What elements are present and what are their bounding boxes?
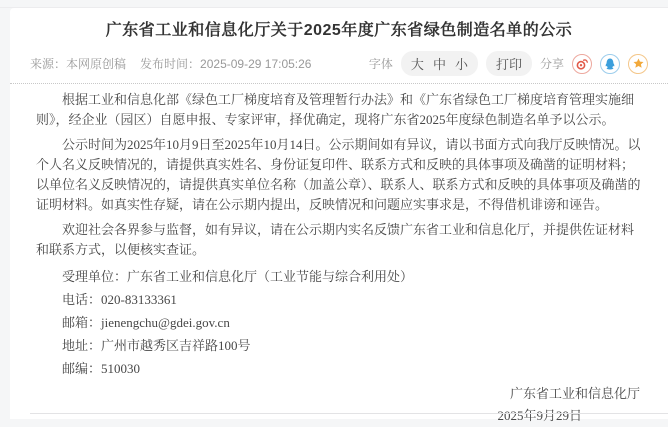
paragraph-basis: 根据工业和信息化部《绿色工厂梯度培育及管理暂行办法》和《广东省绿色工厂梯度培育管理实施细则》，经企业（园区）自愿申报、专家评审，择优确定，现将广东省2025年度绿色制造名单予以公示。: [36, 92, 635, 127]
signature-department: 广东省工业和信息化厅: [509, 386, 640, 401]
signature-block: [36, 383, 642, 427]
article-body: [10, 84, 668, 427]
bottom-divider: [30, 413, 668, 414]
font-size-control: [401, 51, 478, 76]
font-size-large-button[interactable]: 大: [410, 57, 424, 72]
weibo-share-icon[interactable]: [572, 54, 592, 74]
paragraph-supervision: 欢迎社会各界参与监督，如有异议，请在公示期内实名反馈广东省工业和信息化厅，并提供佐证材料和联系方式，以便核实查证。: [36, 222, 635, 257]
page-top-strip: [0, 0, 668, 8]
source-value: 本网原创稿: [66, 57, 127, 71]
page-title: 广东省工业和信息化厅关于2025年度广东省绿色制造名单的公示: [105, 22, 573, 39]
phone-line: 电话：020-83133361: [62, 292, 177, 307]
qq-share-icon[interactable]: [600, 54, 620, 74]
print-button[interactable]: 打印: [486, 51, 532, 76]
font-size-small-button[interactable]: 小: [454, 57, 468, 72]
postcode-line: 邮编：510030: [62, 361, 141, 376]
publish-time-value: 2025-09-29 17:05:26: [200, 56, 312, 71]
share-label: 分享: [539, 57, 564, 71]
paragraph-objection-procedure: 公示时间为2025年10月9日至2025年10月14日。公示期间如有异议，请以书面方式向我厅反映情况。以个人名义反映情况的，请提供真实姓名、身份证复印件、联系方式和反映的具体事项及确凿的证明材料；以单位名义反映情况的，请提供真实单位名称（加盖公章）、联系人、联系方式和反映的具体事项及确凿的证明材料。如真实性存疑，请在公示期内提出，反映情况和问题应实事求是，不得借机诽谤和诬告。: [36, 137, 641, 212]
signature-date: 2025年9月29日: [497, 408, 582, 423]
source-label: 来源：: [30, 57, 67, 71]
favorite-star-icon[interactable]: [628, 54, 648, 74]
font-size-label: 字体: [368, 57, 393, 71]
address-line: 地址：广州市越秀区吉祥路100号: [62, 338, 251, 353]
accepting-unit-line: 受理单位：广东省工业和信息化厅（工业节能与综合利用处）: [62, 269, 414, 284]
font-size-medium-button[interactable]: 中: [432, 57, 446, 72]
publish-time-label: 发布时间：: [140, 57, 201, 71]
article-panel: [10, 8, 668, 423]
meta-right: [369, 51, 648, 76]
email-line: 邮箱：jienengchu@gdei.gov.cn: [62, 315, 230, 330]
article-meta-bar: [10, 49, 668, 84]
meta-left: [30, 55, 311, 72]
